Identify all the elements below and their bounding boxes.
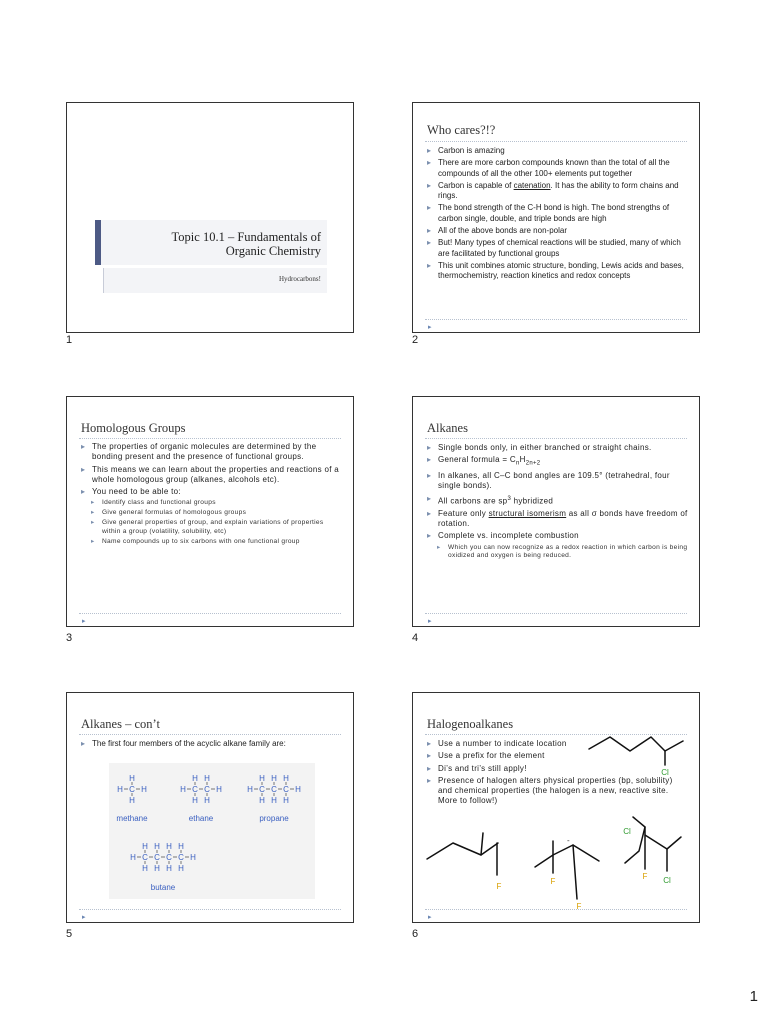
c-atom: C bbox=[192, 785, 198, 794]
text: . It has the ability to form chains and rings. bbox=[438, 180, 679, 201]
h-atom: H bbox=[247, 785, 253, 794]
h-atom: H bbox=[192, 796, 198, 805]
bullet: ▸ Di’s and tri’s still apply! bbox=[427, 764, 689, 774]
title-divider bbox=[79, 438, 341, 439]
text: hybridized bbox=[511, 496, 554, 506]
bullet: ▸ But! Many types of chemical reactions will be studied, many of which are facilitated by functional groups bbox=[427, 238, 689, 259]
fluoro-chain-1 bbox=[427, 833, 483, 859]
underlined-term: structural isomerism bbox=[488, 508, 567, 518]
label-propane: propane bbox=[259, 814, 289, 823]
h-atom: H bbox=[216, 785, 222, 794]
bullet: ▸ Carbon is amazing bbox=[427, 146, 689, 156]
title-line-2: Organic Chemistry bbox=[225, 244, 321, 258]
fluoro-chain-2 bbox=[535, 841, 553, 867]
bullet: ▸ Use a number to indicate location bbox=[427, 739, 569, 749]
c-atom: C bbox=[259, 785, 265, 794]
bullet-list bbox=[427, 146, 689, 284]
footer-arrow-icon: ▸ bbox=[428, 914, 432, 921]
slide-number-2: 2 bbox=[412, 334, 419, 346]
footer-rule bbox=[425, 909, 687, 921]
h-atom: H bbox=[130, 853, 136, 862]
sub-bullet: ▸ Name compounds up to six carbons with one functional group bbox=[81, 538, 343, 546]
bullet: ▸ Presence of halogen alters physical properties (bp, solubility) and chemical properties (the halogen is a new, reactive site. More to follow!) bbox=[427, 776, 689, 807]
footer-rule bbox=[79, 909, 341, 921]
slide-title: Halogenoalkanes bbox=[427, 717, 514, 731]
f-label: F bbox=[550, 877, 556, 886]
sub-bullet: ▸ Identify class and functional groups bbox=[81, 499, 343, 507]
slide-title: Alkanes – con’t bbox=[81, 717, 160, 731]
halogenoalkane-structures bbox=[413, 693, 700, 923]
cl-label: Cl bbox=[623, 827, 631, 836]
c-atom: C bbox=[204, 785, 210, 794]
chloro-chain bbox=[589, 737, 683, 751]
bonds bbox=[124, 782, 294, 864]
bullet: ▸ This unit combines atomic structure, bonding, Lewis acids and bases, thermochemistry, reaction kinetics and redox concepts bbox=[427, 261, 689, 282]
bullet-list bbox=[427, 443, 689, 562]
h-atom: H bbox=[142, 864, 148, 873]
bullet: ▸ Use a prefix for the element bbox=[427, 751, 689, 761]
f-label: F bbox=[576, 902, 582, 911]
h-atom: H bbox=[192, 774, 198, 783]
h-atom: H bbox=[117, 785, 123, 794]
h-atom: H bbox=[166, 842, 172, 851]
cl-label: Cl bbox=[663, 876, 671, 885]
slide-number-5: 5 bbox=[66, 928, 73, 940]
h-atom: H bbox=[271, 796, 277, 805]
slide-number-6: 6 bbox=[412, 928, 419, 940]
h-atom: H bbox=[141, 785, 147, 794]
c-atom: C bbox=[283, 785, 289, 794]
h-atom: H bbox=[129, 774, 135, 783]
bullet-list bbox=[81, 442, 343, 548]
bullet: ▸ The properties of organic molecules are determined by the bonding present and the presence of functional groups. bbox=[81, 442, 343, 463]
subscript: n bbox=[515, 460, 520, 467]
cl-label: Cl bbox=[661, 768, 669, 777]
bullet bbox=[427, 509, 689, 530]
slide-3 bbox=[66, 396, 354, 627]
alkane-structures bbox=[109, 763, 315, 899]
footer-rule bbox=[425, 319, 687, 331]
h-atom: H bbox=[283, 796, 289, 805]
alkane-structures-panel bbox=[109, 763, 315, 899]
atoms bbox=[117, 774, 301, 873]
chloro-fluoro-chain bbox=[625, 817, 645, 863]
slide-title: Alkanes bbox=[427, 421, 468, 435]
slide-number-1: 1 bbox=[66, 334, 73, 346]
title-divider bbox=[425, 438, 687, 439]
c-atom: C bbox=[154, 853, 160, 862]
fluoro-chain-2b bbox=[553, 845, 599, 861]
fluoro-chain-1b bbox=[481, 843, 498, 855]
label-butane: butane bbox=[150, 883, 176, 892]
text: General formula = C bbox=[438, 455, 516, 465]
slide-6 bbox=[412, 692, 700, 923]
title-divider bbox=[425, 141, 687, 142]
h-atom: H bbox=[142, 842, 148, 851]
dash-mark: - bbox=[567, 836, 570, 845]
slide-title: Who cares?!? bbox=[427, 123, 496, 137]
bullet bbox=[427, 455, 689, 469]
h-atom: H bbox=[259, 774, 265, 783]
h-atom: H bbox=[190, 853, 196, 862]
text: Feature only bbox=[438, 508, 489, 518]
subtitle: Hydrocarbons! bbox=[279, 275, 321, 283]
bullet-list bbox=[81, 739, 313, 751]
label-methane: methane bbox=[116, 814, 148, 823]
text: All carbons are sp bbox=[438, 496, 508, 506]
footer-rule bbox=[79, 613, 341, 625]
c-atom: C bbox=[142, 853, 148, 862]
footer-rule bbox=[425, 613, 687, 625]
bullet: ▸ You need to be able to: bbox=[81, 487, 343, 497]
bullet: ▸ There are more carbon compounds known than the total of all the compounds of all the other 100+ elements put together bbox=[427, 158, 689, 179]
bullet: ▸ This means we can learn about the properties and reactions of a whole homologous group (alkanes, alcohols etc). bbox=[81, 465, 343, 486]
sub-bullet: ▸ Give general properties of group, and explain variations of properties within a group (volatility, solubility, etc) bbox=[81, 519, 343, 536]
h-atom: H bbox=[166, 864, 172, 873]
h-atom: H bbox=[259, 796, 265, 805]
title-box bbox=[95, 220, 327, 265]
slide-4 bbox=[412, 396, 700, 627]
slide-1 bbox=[66, 102, 354, 333]
slide-2 bbox=[412, 102, 700, 333]
h-atom: H bbox=[154, 842, 160, 851]
h-atom: H bbox=[129, 796, 135, 805]
c-atom: C bbox=[178, 853, 184, 862]
c-atom: C bbox=[129, 785, 135, 794]
footer-arrow-icon: ▸ bbox=[82, 914, 86, 921]
subscript: 2n+2 bbox=[525, 460, 541, 467]
h-atom: H bbox=[178, 842, 184, 851]
bullet: ▸ All of the above bonds are non-polar bbox=[427, 226, 689, 236]
sub-bullet: ▸ Give general formulas of homologous groups bbox=[81, 509, 343, 517]
title-line-1: Topic 10.1 – Fundamentals of bbox=[171, 230, 321, 244]
c-f-bond-2b bbox=[573, 845, 577, 899]
text: Carbon is capable of bbox=[438, 180, 514, 190]
slide-number-4: 4 bbox=[412, 632, 419, 644]
h-atom: H bbox=[295, 785, 301, 794]
bullet bbox=[427, 181, 689, 202]
footer-arrow-icon: ▸ bbox=[82, 618, 86, 625]
f-label: F bbox=[496, 882, 502, 891]
bullet: ▸ In alkanes, all C–C bond angles are 109.5° (tetrahedral, four single bonds). bbox=[427, 471, 689, 492]
h-atom: H bbox=[180, 785, 186, 794]
c-atom: C bbox=[166, 853, 172, 862]
label-ethane: ethane bbox=[188, 814, 214, 823]
slide-number-3: 3 bbox=[66, 632, 73, 644]
title-divider bbox=[79, 734, 341, 735]
h-atom: H bbox=[204, 796, 210, 805]
text: H bbox=[519, 455, 526, 465]
subtitle-box bbox=[103, 268, 327, 293]
h-atom: H bbox=[154, 864, 160, 873]
bullet: ▸ The first four members of the acyclic alkane family are: bbox=[81, 739, 313, 749]
superscript: 3 bbox=[507, 495, 512, 502]
sub-bullet: ▸ Which you can now recognize as a redox reaction in which carbon is being oxidized and oxygen is being reduced. bbox=[427, 544, 689, 561]
bullet: ▸ The bond strength of the C-H bond is high. The bond strengths of carbon single, double, and triple bonds are high bbox=[427, 203, 689, 224]
h-atom: H bbox=[178, 864, 184, 873]
footer-arrow-icon: ▸ bbox=[428, 324, 432, 331]
text: as all σ bonds have freedom of rotation. bbox=[438, 508, 688, 529]
slide-5 bbox=[66, 692, 354, 923]
bullet: ▸ Complete vs. incomplete combustion bbox=[427, 531, 689, 541]
h-atom: H bbox=[271, 774, 277, 783]
c-atom: C bbox=[271, 785, 277, 794]
chloro-fluoro-chain-b bbox=[645, 827, 681, 849]
bullet: ▸ Single bonds only, in either branched or straight chains. bbox=[427, 443, 689, 453]
h-atom: H bbox=[204, 774, 210, 783]
h-atom: H bbox=[283, 774, 289, 783]
footer-arrow-icon: ▸ bbox=[428, 618, 432, 625]
bullet bbox=[427, 494, 689, 507]
slide-title: Homologous Groups bbox=[81, 421, 186, 435]
page-number: 1 bbox=[749, 988, 758, 1005]
underlined-term: catenation bbox=[513, 180, 551, 190]
f-label: F bbox=[642, 872, 648, 881]
